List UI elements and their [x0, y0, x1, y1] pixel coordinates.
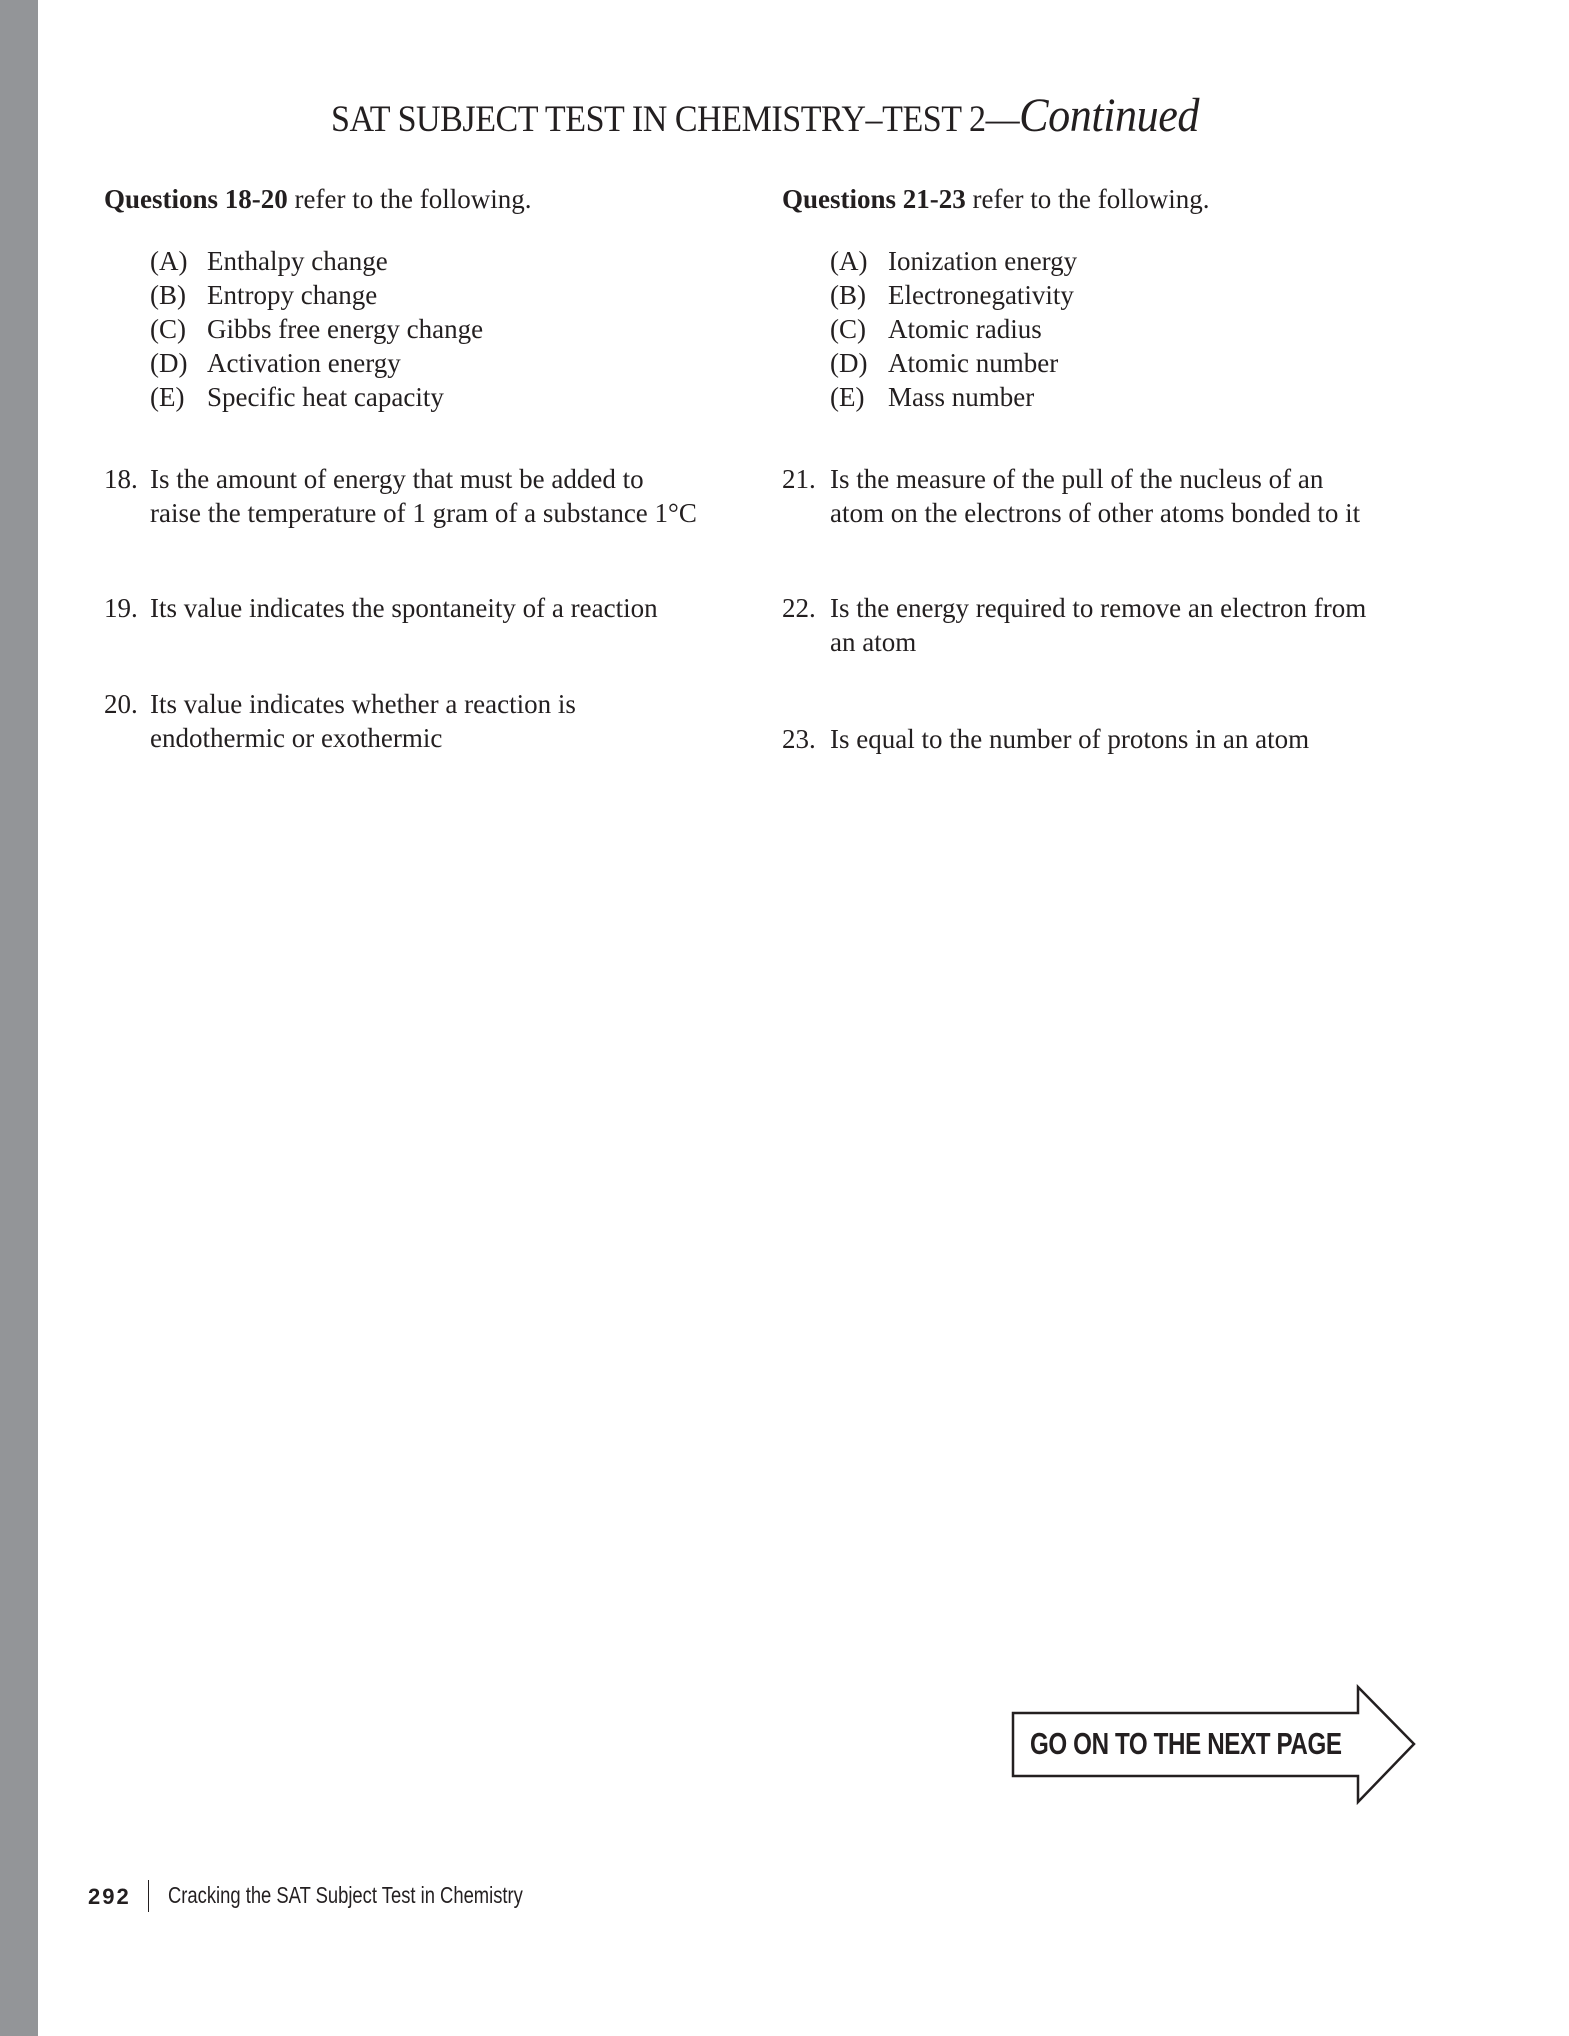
option: (A) Ionization energy [830, 246, 1078, 276]
option: (D) Activation energy [150, 348, 401, 378]
question-21: 21. Is the measure of the pull of the nucleus of an atom on the electrons of other atoms bonded to it [782, 464, 1361, 528]
question-19: 19. Its value indicates the spontaneity of a reaction [104, 593, 658, 623]
option: (D) Atomic number [830, 348, 1059, 378]
option: (E) Specific heat capacity [150, 382, 444, 412]
option: (C) Atomic radius [830, 314, 1042, 344]
go-on-next-page-label: GO ON TO THE NEXT PAGE [1030, 1726, 1342, 1761]
page-edge-bar [0, 0, 38, 2036]
option: (E) Mass number [830, 382, 1035, 412]
option: (B) Entropy change [150, 280, 378, 310]
footer-divider [148, 1880, 149, 1912]
option: (C) Gibbs free energy change [150, 314, 484, 344]
question-23: 23. Is equal to the number of protons in an atom [782, 724, 1310, 754]
question-20: 20. Its value indicates whether a reaction is endothermic or exothermic [104, 689, 576, 753]
page-title: SAT SUBJECT TEST IN CHEMISTRY–TEST 2—Continued [330, 89, 1200, 142]
questions-18-20-intro: Questions 18-20 refer to the following. [104, 184, 532, 214]
option: (B) Electronegativity [830, 280, 1074, 310]
questions-21-23-intro: Questions 21-23 refer to the following. [782, 184, 1210, 214]
option: (A) Enthalpy change [150, 246, 388, 276]
book-title: Cracking the SAT Subject Test in Chemistry [168, 1882, 523, 1908]
question-22: 22. Is the energy required to remove an electron from an atom [782, 593, 1367, 657]
question-18: 18. Is the amount of energy that must be added to raise the temperature of 1 gram of a substance 1°C [104, 464, 697, 528]
page-number: 292 [88, 1884, 131, 1909]
